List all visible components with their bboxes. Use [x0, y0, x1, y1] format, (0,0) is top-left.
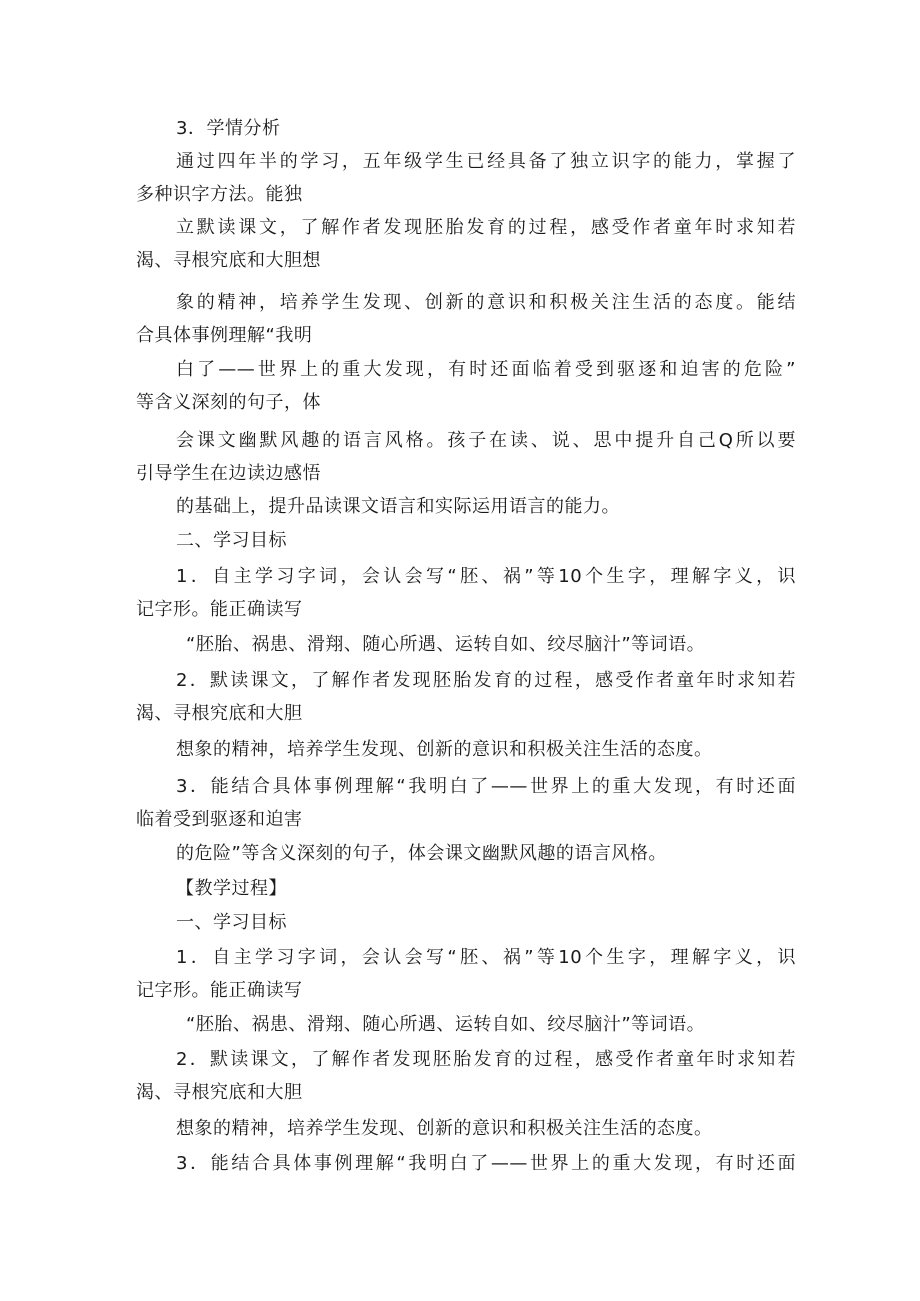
- list-item-line: 3．能结合具体事例理解“我明白了——世界上的重大发现，有时还面: [176, 776, 796, 797]
- paragraph-line: 合具体事例理解“我明: [136, 325, 313, 346]
- paragraph-line: 引导学生在边读边感悟: [136, 463, 321, 484]
- paragraph-line: 的基础上，提升品读课文语言和实际运用语言的能力。: [176, 496, 620, 517]
- list-item-line: 渴、寻根究底和大胆: [136, 703, 303, 724]
- paragraph-line: 白了——世界上的重大发现，有时还面临着受到驱逐和迫害的危险”: [176, 359, 796, 380]
- section-heading-learning-analysis: 3．学情分析: [176, 118, 281, 139]
- list-item-line: 1．自主学习字词，会认会写“胚、祸”等10个生字，理解字义，识: [176, 566, 796, 587]
- list-item-line: 临着受到驱逐和迫害: [136, 809, 303, 830]
- list-item-line: 2．默读课文，了解作者发现胚胎发育的过程，感受作者童年时求知若: [176, 1049, 796, 1070]
- paragraph-line: 立默读课文，了解作者发现胚胎发育的过程，感受作者童年时求知若: [176, 217, 796, 238]
- list-item-line: 1．自主学习字词，会认会写“胚、祸”等10个生字，理解字义，识: [176, 947, 796, 968]
- list-item-line: 2．默读课文，了解作者发现胚胎发育的过程，感受作者童年时求知若: [176, 670, 796, 691]
- paragraph-line: 渴、寻根究底和大胆想: [136, 250, 321, 271]
- list-item-line: 记字形。能正确读写: [136, 599, 303, 620]
- list-item-line: “胚胎、祸患、滑翔、随心所遇、运转自如、绞尽脑汁”等词语。: [186, 634, 706, 655]
- list-item-line: 想象的精神，培养学生发现、创新的意识和积极关注生活的态度。: [176, 1118, 713, 1139]
- paragraph-line: 多种识字方法。能独: [136, 184, 303, 205]
- list-item-line: 想象的精神，培养学生发现、创新的意识和积极关注生活的态度。: [176, 739, 713, 760]
- paragraph-line: 会课文幽默风趣的语言风格。孩子在读、说、思中提升自己Q所以要: [176, 430, 796, 451]
- paragraph-line: 通过四年半的学习，五年级学生已经具备了独立识字的能力，掌握了: [176, 151, 796, 172]
- list-item-line: 记字形。能正确读写: [136, 980, 303, 1001]
- section-heading-learning-goals: 二、学习目标: [176, 530, 287, 551]
- paragraph-line: 等含义深刻的句子，体: [136, 392, 321, 413]
- list-item-line: 3．能结合具体事例理解“我明白了——世界上的重大发现，有时还面: [176, 1153, 796, 1174]
- list-item-line: “胚胎、祸患、滑翔、随心所遇、运转自如、绞尽脑汁”等词语。: [186, 1014, 706, 1035]
- section-heading-learning-goals-2: 一、学习目标: [176, 912, 287, 933]
- section-heading-teaching-process: 【教学过程】: [176, 878, 287, 899]
- list-item-line: 渴、寻根究底和大胆: [136, 1082, 303, 1103]
- list-item-line: 的危险”等含义深刻的句子，体会课文幽默风趣的语言风格。: [176, 843, 667, 864]
- paragraph-line: 象的精神，培养学生发现、创新的意识和积极关注生活的态度。能结: [176, 292, 796, 313]
